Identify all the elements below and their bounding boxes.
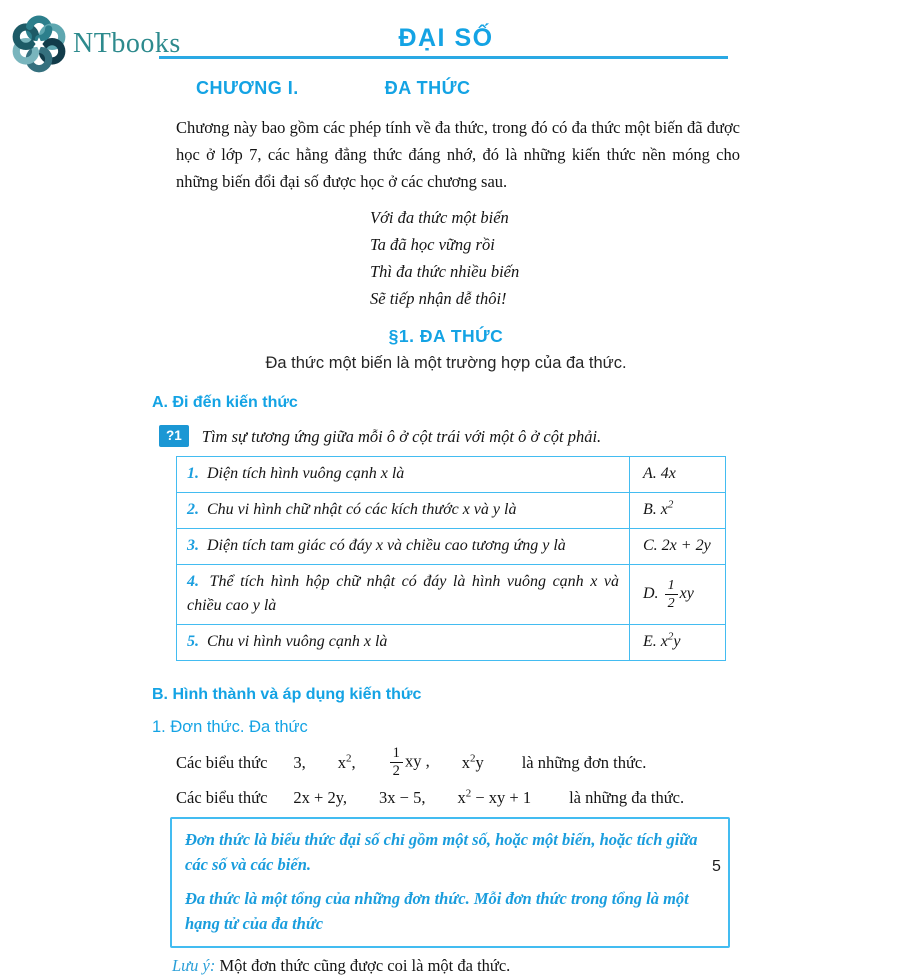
- note-text: Một đơn thức cũng được coi là một đa thức.: [215, 956, 511, 976]
- math-expression: $x^2y$: [660, 630, 681, 650]
- math-expression: 4x: [660, 465, 676, 482]
- prompt-cell: 1. Diện tích hình vuông cạnh x là: [177, 457, 630, 493]
- answer-label: A.: [643, 465, 661, 482]
- answer-label: C.: [643, 537, 662, 554]
- poem-line: Với đa thức một biến: [370, 208, 509, 227]
- math-expression: $x^2$: [660, 498, 674, 518]
- subsection-heading: 1. Đơn thức. Đa thức: [152, 718, 308, 736]
- expression-prefix: Các biểu thức: [176, 752, 268, 772]
- note-label: Lưu ý:: [172, 956, 216, 976]
- answer-cell: [630, 625, 726, 661]
- table-row: [177, 457, 726, 493]
- brand-name: NTbooks: [73, 28, 181, 59]
- match-table-body: [177, 457, 726, 661]
- poem-line: Ta đã học vững rồi: [370, 235, 495, 254]
- prompt-cell: 3. Diện tích tam giác có đáy x và chiều cao tương ứng y là: [177, 529, 630, 565]
- math-expression: 2x + 2y,: [293, 788, 348, 808]
- answer-label: D.: [643, 584, 663, 602]
- definition-box: [170, 817, 730, 948]
- poem: [370, 204, 742, 312]
- answer-label: E.: [643, 633, 661, 650]
- expression-suffix: là những đa thức.: [569, 788, 685, 808]
- math-expression: $\frac{1}{2}$ xy ,: [388, 746, 430, 779]
- part-b-heading: B. Hình thành và áp dụng kiến thức: [152, 686, 422, 703]
- math-expression: $x^2$ − xy + 1: [457, 787, 532, 808]
- row-number: 4.: [187, 573, 199, 590]
- row-number: 2.: [187, 501, 199, 518]
- section-subtitle: Đa thức một biến là một trường hợp của đa thức.: [265, 354, 627, 372]
- table-row: [177, 493, 726, 529]
- expression-prefix: Các biểu thức: [176, 788, 268, 808]
- answer-cell: [630, 565, 726, 625]
- prompt-cell: 5. Chu vi hình vuông cạnh x là: [177, 625, 630, 661]
- answer-cell: [630, 457, 726, 493]
- fraction-numerator: 1: [665, 578, 678, 595]
- answer-label: B.: [643, 501, 661, 518]
- row-number: 5.: [187, 633, 199, 650]
- fraction-numerator: 1: [390, 746, 403, 763]
- table-row: [177, 529, 726, 565]
- math-expression: $x^2y$: [461, 752, 484, 772]
- chapter-heading: [196, 78, 742, 99]
- prompt-cell: 2. Chu vi hình chữ nhật có các kích thước x và y là: [177, 493, 630, 529]
- answer-cell: [630, 529, 726, 565]
- table-row: [177, 565, 726, 625]
- row-number: 3.: [187, 537, 199, 554]
- question-text: Tìm sự tương ứng giữa mỗi ô ở cột trái với một ô ở cột phải.: [201, 427, 602, 446]
- page-title: ĐẠI SỐ: [398, 24, 494, 52]
- chapter-title: ĐA THỨC: [384, 78, 471, 98]
- question-badge: ?1: [159, 425, 189, 447]
- matching-table: [176, 456, 726, 661]
- note-line: [172, 956, 742, 976]
- polynomials-line: [176, 788, 742, 808]
- math-expression: 3x − 5,: [379, 788, 426, 808]
- knot-flower-icon: [8, 12, 70, 76]
- expression-suffix: là những đơn thức.: [521, 752, 647, 772]
- math-expression: 3,: [293, 752, 306, 772]
- page-number: 5: [712, 858, 721, 875]
- poem-line: Sẽ tiếp nhận dễ thôi!: [370, 289, 507, 308]
- math-expression: $x^2$,: [337, 752, 356, 772]
- definition-paragraph: Đơn thức là biểu thức đại số chỉ gồm một số, hoặc một biến, hoặc tích giữa các số và các biến.: [185, 830, 698, 875]
- fraction-denominator: 2: [667, 594, 675, 611]
- intro-paragraph: Chương này bao gồm các phép tính về đa thức, trong đó có đa thức một biến đã được học ở lớp 7, các hằng đẳng thức đáng nhớ, đó là những kiến thức nền móng cho những biến đổi đại số được học ở các chương sau.: [176, 118, 740, 191]
- fraction: [390, 746, 403, 779]
- answer-cell: [630, 493, 726, 529]
- part-a-heading: A. Đi đến kiến thức: [152, 394, 298, 411]
- table-row: [177, 625, 726, 661]
- row-number: 1.: [187, 465, 199, 482]
- question-row: [159, 425, 742, 447]
- section-title: §1. ĐA THỨC: [388, 326, 504, 346]
- chapter-label: CHƯƠNG I.: [196, 78, 299, 98]
- monomials-line: [176, 746, 742, 779]
- math-expression: 2x + 2y: [661, 537, 711, 554]
- fraction: [665, 578, 678, 611]
- definition-paragraph: Đa thức là một tổng của những đơn thức. Mỗi đơn thức trong tổng là một hạng tử của đa thức: [185, 889, 689, 934]
- title-underline: [159, 56, 728, 59]
- page-content: [150, 0, 742, 976]
- prompt-cell: 4. Thể tích hình hộp chữ nhật có đáy là hình vuông cạnh x và chiều cao y là: [177, 565, 630, 625]
- math-expression: $\frac{1}{2}$ xy: [663, 585, 694, 602]
- fraction-denominator: 2: [392, 763, 400, 780]
- poem-line: Thì đa thức nhiều biến: [370, 262, 520, 281]
